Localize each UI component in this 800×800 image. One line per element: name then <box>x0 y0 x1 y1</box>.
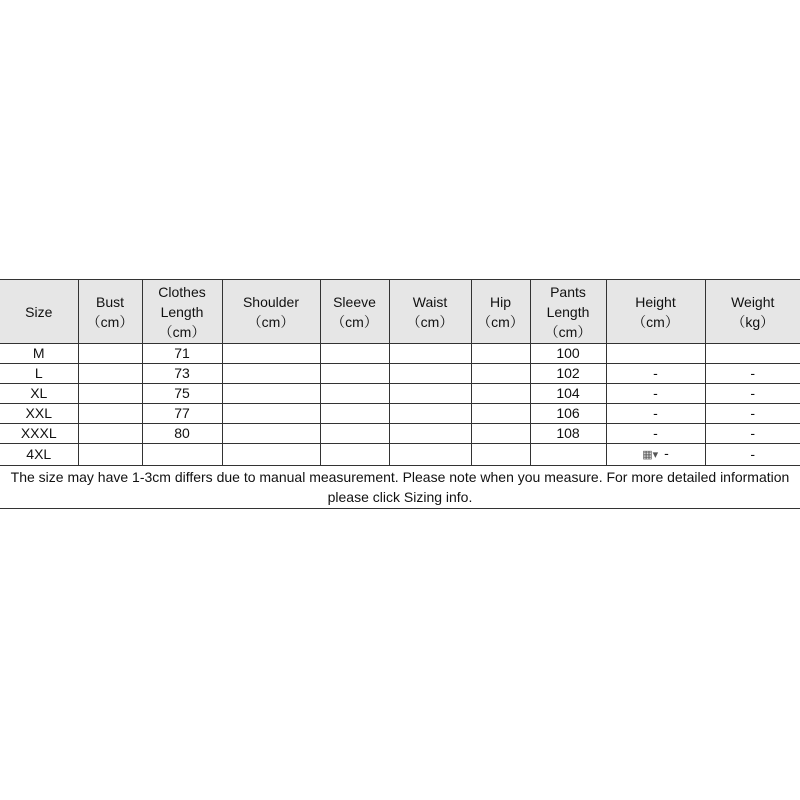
table-cell <box>320 424 389 444</box>
table-cell <box>606 344 705 364</box>
size-chart-table <box>0 279 800 509</box>
cell-value: 4XL <box>26 446 52 462</box>
table-cell <box>389 344 471 364</box>
table-cell <box>530 424 606 444</box>
table-cell <box>142 404 222 424</box>
table-cell <box>705 384 800 404</box>
cell-value: 73 <box>174 365 190 381</box>
column-header-line: （kg） <box>731 313 775 330</box>
column-header <box>606 280 705 344</box>
table-cell <box>471 364 530 384</box>
table-row <box>0 424 800 444</box>
cell-value: 108 <box>556 425 580 441</box>
table-cell <box>705 404 800 424</box>
column-header-line: （cm） <box>158 323 206 340</box>
cell-value: 71 <box>174 345 190 361</box>
cell-value: 77 <box>174 405 190 421</box>
cell-value: - <box>750 405 756 421</box>
table-cell <box>0 344 78 364</box>
table-cell <box>78 404 142 424</box>
table-cell <box>606 384 705 404</box>
table-cell <box>606 424 705 444</box>
table-cell <box>320 404 389 424</box>
table-cell <box>606 404 705 424</box>
column-header-line: （cm） <box>86 313 134 330</box>
table-row <box>0 404 800 424</box>
measurement-note: The size may have 1-3cm differs due to manual measurement. Please note when you measure. For more detailed information please click Sizing info. <box>0 466 800 509</box>
cell-value: XXL <box>25 405 52 421</box>
column-header-line: （cm） <box>247 313 295 330</box>
table-cell <box>389 364 471 384</box>
cell-value: 106 <box>556 405 580 421</box>
table-cell <box>78 444 142 466</box>
cell-value: - <box>653 385 658 401</box>
table-cell <box>606 444 705 466</box>
cell-value: - <box>750 425 756 441</box>
table-cell <box>471 344 530 364</box>
table-cell <box>222 424 320 444</box>
table-cell <box>142 424 222 444</box>
table-cell <box>0 364 78 384</box>
column-header-line: Pants <box>550 283 586 300</box>
column-header-line: Waist <box>412 293 448 310</box>
table-cell <box>222 404 320 424</box>
table-cell <box>142 364 222 384</box>
table-cell <box>142 344 222 364</box>
table-cell <box>222 364 320 384</box>
table-cell <box>471 384 530 404</box>
cell-value: M <box>32 345 45 361</box>
column-header-line: Length <box>546 303 590 320</box>
table-cell <box>530 384 606 404</box>
table-cell <box>0 384 78 404</box>
column-header-line: Length <box>160 303 204 320</box>
cell-value: - <box>750 365 756 381</box>
table-cell <box>0 444 78 466</box>
cell-value: 100 <box>556 345 580 361</box>
cell-value: - <box>653 405 658 421</box>
cell-value: 102 <box>556 365 580 381</box>
cell-value: 75 <box>174 385 190 401</box>
table-cell <box>705 444 800 466</box>
column-header-line: （cm） <box>477 313 524 330</box>
cell-value: - <box>750 385 756 401</box>
table-cell <box>0 404 78 424</box>
column-header <box>320 280 389 344</box>
table-row <box>0 364 800 384</box>
table-row <box>0 344 800 364</box>
table-cell <box>389 404 471 424</box>
table-cell <box>142 384 222 404</box>
table-cell <box>78 384 142 404</box>
table-cell <box>389 444 471 466</box>
table-cell <box>705 364 800 384</box>
cell-value: XL <box>30 385 48 401</box>
table-cell <box>471 404 530 424</box>
column-header-line: （cm） <box>544 323 592 340</box>
table-row <box>0 444 800 466</box>
cell-value: 104 <box>556 385 580 401</box>
table-cell <box>0 424 78 444</box>
header-row <box>0 280 800 344</box>
column-header <box>389 280 471 344</box>
table-cell <box>320 364 389 384</box>
table-cell <box>222 444 320 466</box>
column-header <box>530 280 606 344</box>
cell-value: - <box>653 365 658 381</box>
column-header-line: Weight <box>731 293 775 310</box>
table-cell <box>78 364 142 384</box>
cell-value: L <box>34 365 43 381</box>
table-cell <box>471 444 530 466</box>
table-cell <box>142 444 222 466</box>
table-cell <box>530 364 606 384</box>
column-header-line: Size <box>25 303 53 320</box>
table-row <box>0 384 800 404</box>
column-header <box>0 280 78 344</box>
cell-value: - <box>653 425 658 441</box>
table-cell <box>530 344 606 364</box>
table-cell <box>222 384 320 404</box>
cell-value: - <box>750 446 756 462</box>
table-cell <box>222 344 320 364</box>
column-header-line: Sleeve <box>333 293 376 310</box>
cell-value: - <box>664 445 669 461</box>
paste-options-icon[interactable]: ▦▾ <box>642 449 659 461</box>
table-cell <box>320 444 389 466</box>
column-header <box>142 280 222 344</box>
column-header-line: （cm） <box>406 313 454 330</box>
table-cell <box>530 404 606 424</box>
column-header-line: Clothes <box>158 283 206 300</box>
column-header-line: Height <box>635 293 676 310</box>
table-cell <box>78 424 142 444</box>
table-cell <box>705 424 800 444</box>
table-cell <box>389 384 471 404</box>
column-header-line: Shoulder <box>242 293 300 310</box>
column-header-line: Bust <box>95 293 124 310</box>
table-cell <box>389 424 471 444</box>
note-row <box>0 466 800 509</box>
table-cell <box>320 344 389 364</box>
column-header <box>705 280 800 344</box>
table-cell <box>320 384 389 404</box>
table-cell <box>78 344 142 364</box>
column-header <box>222 280 320 344</box>
cell-value: 80 <box>174 425 190 441</box>
column-header-line: Hip <box>489 293 511 310</box>
column-header <box>78 280 142 344</box>
table-cell <box>530 444 606 466</box>
table-cell <box>606 364 705 384</box>
table-cell <box>705 344 800 364</box>
table-cell <box>471 424 530 444</box>
column-header-line: （cm） <box>632 313 679 330</box>
column-header-line: （cm） <box>331 313 378 330</box>
cell-value: XXXL <box>20 425 57 441</box>
column-header <box>471 280 530 344</box>
